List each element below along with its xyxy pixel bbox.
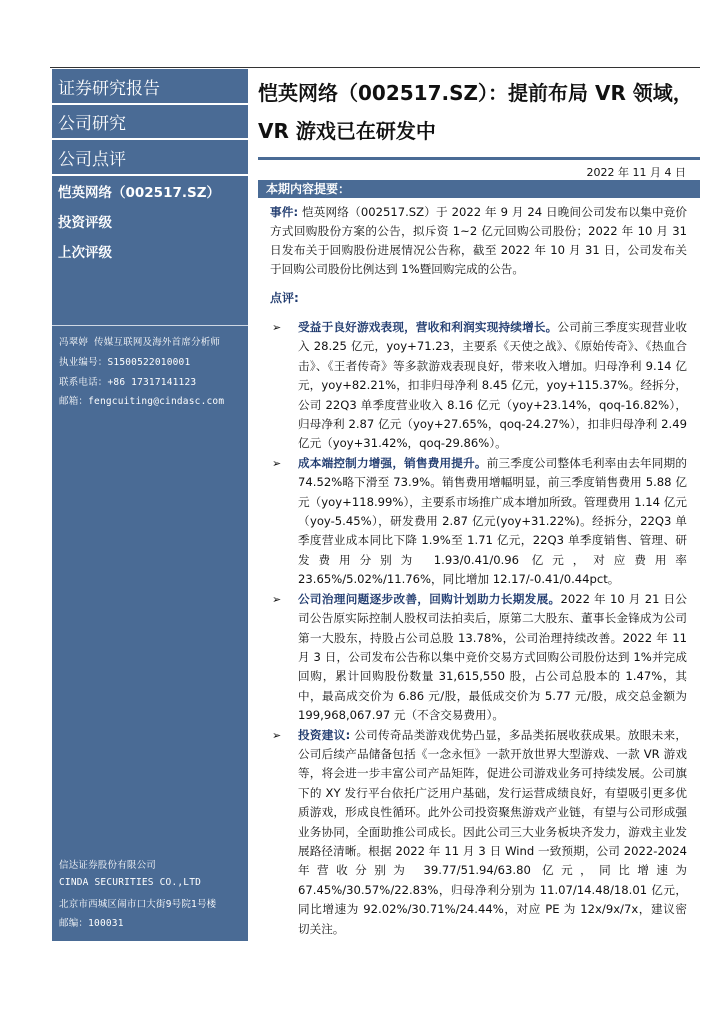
firm-address: 北京市西城区闹市口大街9号院1号楼 <box>59 899 217 910</box>
analyst-license: 执业编号：S1500522010001 <box>59 357 191 368</box>
firm-name-en: CINDA SECURITIES CO.,LTD <box>59 877 202 888</box>
rating-label: 投资评级 <box>58 215 112 231</box>
bullet-governance <box>270 590 687 726</box>
arrow-bullet-icon: ➢ <box>272 456 282 470</box>
tag-company-review: 公司点评 <box>52 140 248 176</box>
summary-heading: 本期内容提要： <box>258 180 700 198</box>
arrow-bullet-icon: ➢ <box>272 592 282 606</box>
bullet-lead: 公司治理问题逐步改善，回购计划助力长期发展。 <box>298 591 561 606</box>
firm-name-cn: 信达证券股份有限公司 <box>59 860 157 871</box>
bullet-cost <box>270 454 687 590</box>
bullet-text: 公司传奇品类游戏优势凸显，多品类拓展收获成果。放眼未来，公司后续产品储备包括《一念永恒》一款开放世界大型游戏、一款 VR 游戏等，将会进一步丰富公司产品矩阵，促进公司游戏业务可持续发展。公司旗下的 XY 发行平台依托广泛用户基础，发行运营成绩良好，有望吸引更多优质游戏，形成良性循环。此外公司投资聚焦游戏产业链，有望与公司形成强业务协同，全面助推公司成长。因此公司三大业务板块齐发力，游戏主业发展路径清晰。根据 2022 年 11 月 3 日 Wind 一致预期，公司 2022-2024 年营收分别为 39.77/51.94/63.80 亿元，同比增速为 67.45%/30.57%/22.83%，归母净利分别为 11.07/14.48/18.01 亿元，同比增速为 92.02%/30.71%/24.44%，对应 PE 为 12x/9x/7x，建议密切关注。 <box>298 727 688 936</box>
company-name: 恺英网络（002517.SZ） <box>58 185 220 201</box>
bullet-growth <box>270 318 687 454</box>
firm-postcode: 邮编：100031 <box>59 918 124 929</box>
arrow-bullet-icon: ➢ <box>272 728 282 742</box>
analyst-name: 冯翠婷 传媒互联网及海外首席分析师 <box>59 337 221 348</box>
bullet-text: 2022 年 10 月 21 日公司公告原实际控制人股权司法拍卖后，原第二大股东、董事长金锋成为公司第一大股东，持股占公司总股 13.78%，公司治理持续改善。2022 年 11 月 3 日，公司发布公告称以集中竞价交易方式回购公司股份达到 1%并完成回购，累计回购股份数量 31,615,550 股，占公司总股本的 1.47%，其中，最高成交价为 6.86 元/股，最低成交价为 5.77 元/股，成交总金额为 199,968,067.97 元（不含交易费用）。 <box>298 591 687 723</box>
event-paragraph <box>270 203 687 279</box>
bullet-text: 公司前三季度实现营业收入 28.25 亿元，yoy+71.23，主要系《天使之战》、《原始传奇》、《热血合击》、《王者传奇》等多款游戏表现良好，带来收入增加。归母净利 9.14 亿元，yoy+82.21%，扣非归母净利 8.45 亿元，yoy+115.37%。经拆分，公司 22Q3 单季度营业收入 8.16 亿元（yoy+23.14%，qoq-16.82%），归母净利 2.87 亿元（yoy+27.65%，qoq-24.27%），扣非归母净利 2.49 亿元（yoy+31.42%，qoq-29.86%）。 <box>298 320 687 451</box>
bullet-text: 前三季度公司整体毛利率由去年同期的 74.52%略下滑至 73.9%。销售费用增幅明显，前三季度销售费用 5.88 亿元（yoy+118.99%），主要系市场推广成本增加所致。管理费用 1.14 亿元（yoy-5.45%），研发费用 2.87 亿元(yoy+31.22%)。经拆分，22Q3 单季度营业成本同比下降 1.9%至 1.71 亿元，22Q3 单季度销售、管理、研发费用分别为 1.93/0.41/0.96 亿元，对应费用率 23.65%/5.02%/11.76%，同比增加 12.17/-0.41/0.44pct。 <box>298 455 687 587</box>
bullet-lead: 投资建议: <box>298 727 351 742</box>
header-rule <box>50 67 700 68</box>
report-date: 2022 年 11 月 4 日 <box>586 166 686 179</box>
arrow-bullet-icon: ➢ <box>272 321 282 334</box>
review-label: 点评: <box>270 291 299 305</box>
bullet-lead: 成本端控制力增强，销售费用提升。 <box>298 455 487 470</box>
analyst-email[interactable]: 邮箱：fengcuiting@cindasc.com <box>59 396 225 407</box>
event-lead: 事件: <box>270 205 299 219</box>
analyst-phone: 联系电话：+86 17317141123 <box>59 377 197 388</box>
bullet-investment-advice <box>270 726 687 939</box>
report-title: 恺英网络（002517.SZ）：提前布局 VR 领域，VR 游戏已在研发中 <box>258 81 693 143</box>
tag-company-research: 公司研究 <box>52 105 248 140</box>
sidebar-divider <box>52 325 248 326</box>
prev-rating-label: 上次评级 <box>58 245 112 261</box>
bullet-lead: 受益于良好游戏表现，营收和利润实现持续增长。 <box>298 320 558 334</box>
tag-securities-report: 证券研究报告 <box>52 69 248 105</box>
review-bullets <box>270 318 687 939</box>
title-rule <box>258 157 700 160</box>
event-text: 恺英网络（002517.SZ）于 2022 年 9 月 24 日晚间公司发布以集中竞价方式回购股份方案的公告，拟斥资 1~2 亿元回购公司股份；2022 年 10 月 31 日发布关于回购股份进展情况公告称，截至 2022 年 10 月 31 日，公司发布关于回购公司股份比例达到 1%暨回购完成的公告。 <box>270 205 687 276</box>
sidebar <box>52 69 248 941</box>
